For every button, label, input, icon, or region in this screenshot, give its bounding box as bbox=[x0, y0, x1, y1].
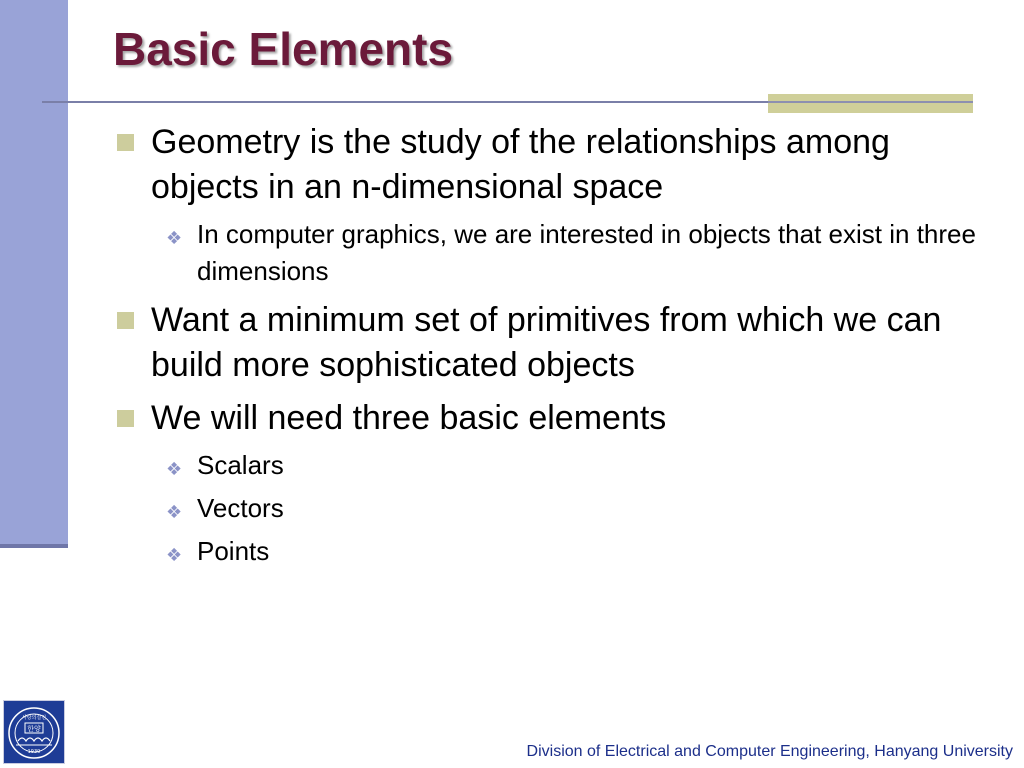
title-accent-bar bbox=[768, 94, 973, 113]
seal-label: 한양 bbox=[27, 725, 41, 733]
square-bullet-icon bbox=[117, 134, 134, 151]
left-decorative-band bbox=[0, 0, 68, 547]
footer-text: Division of Electrical and Computer Engineering, Hanyang University bbox=[526, 743, 1013, 760]
bullet-text: Want a minimum set of primitives from which we can build more sophisticated objects bbox=[151, 301, 942, 384]
subbullet-text: Scalars bbox=[197, 450, 284, 480]
university-seal-icon bbox=[3, 700, 65, 764]
square-bullet-icon bbox=[117, 312, 134, 329]
subbullet-item bbox=[113, 447, 993, 484]
subbullet-item bbox=[113, 533, 993, 570]
bullet-item bbox=[113, 396, 993, 441]
seal-top-text: 사랑의실천 bbox=[21, 715, 47, 721]
subbullet-item bbox=[113, 216, 993, 290]
four-diamond-bullet-icon: ❖ bbox=[166, 459, 183, 480]
seal-year: 1939 bbox=[27, 749, 41, 755]
bullet-item bbox=[113, 298, 993, 388]
bullet-text: We will need three basic elements bbox=[151, 399, 667, 437]
bullet-item bbox=[113, 120, 993, 210]
slide-body bbox=[113, 120, 993, 578]
four-diamond-bullet-icon: ❖ bbox=[166, 228, 183, 249]
subbullet-item bbox=[113, 490, 993, 527]
subbullet-text: Vectors bbox=[197, 493, 284, 523]
four-diamond-bullet-icon: ❖ bbox=[166, 545, 183, 566]
subbullet-text: Points bbox=[197, 536, 270, 566]
four-diamond-bullet-icon: ❖ bbox=[166, 502, 183, 523]
square-bullet-icon bbox=[117, 410, 134, 427]
subbullet-text: In computer graphics, we are interested in objects that exist in three dimensions bbox=[197, 219, 976, 286]
title-accent-line bbox=[768, 101, 973, 103]
left-band-edge bbox=[0, 544, 68, 548]
bullet-text: Geometry is the study of the relationships among objects in an n-dimensional space bbox=[151, 123, 890, 206]
slide-title: Basic Elements bbox=[113, 23, 454, 75]
seal-graphic bbox=[4, 701, 64, 763]
